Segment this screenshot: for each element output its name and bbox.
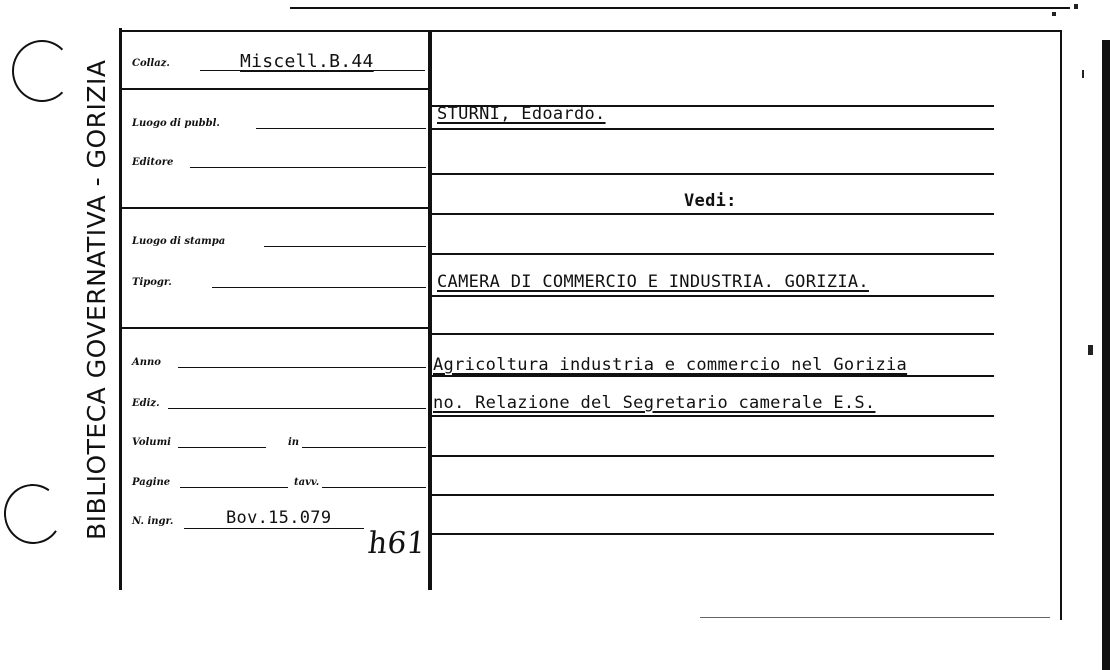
label-tavole: tavv. <box>294 477 320 488</box>
library-name-vertical: BIBLIOTECA GOVERNATIVA - GORIZIA <box>82 59 111 540</box>
fill-anno <box>178 367 426 368</box>
fill-pagine <box>180 487 288 488</box>
fill-luogo-stampa <box>264 246 426 247</box>
fill-tavole <box>322 487 426 488</box>
value-collocazione: Miscell.B.44 <box>240 51 374 72</box>
rule-tipografia-block <box>122 327 430 329</box>
label-anno: Anno <box>132 357 161 368</box>
entry-title-line1: Agricoltura industria e commercio nel Gorizia <box>433 355 908 375</box>
handwritten-note: h61 <box>366 526 428 561</box>
scan-mark <box>1074 4 1078 9</box>
rline-10 <box>432 455 994 457</box>
fill-volumi <box>178 447 266 448</box>
center-column-rule <box>428 32 432 590</box>
rline-8 <box>432 375 994 377</box>
bottom-dash <box>700 617 1050 618</box>
label-luogo-pubbl: Luogo di pubbl. <box>132 118 220 129</box>
top-border-left <box>122 30 1062 32</box>
label-pagine: Pagine <box>132 477 171 488</box>
top-border <box>290 7 1070 9</box>
rline-4 <box>432 213 994 215</box>
label-ediz: Ediz. <box>132 398 160 409</box>
label-n-ingr: N. ingr. <box>132 516 174 527</box>
rule-editore-block <box>122 207 430 209</box>
value-n-ingr: Bov.15.079 <box>226 508 332 528</box>
rline-2 <box>432 128 994 130</box>
scan-mark <box>1052 12 1056 16</box>
entry-title-line2: no. Relazione del Segretario camerale E.S. <box>433 393 876 413</box>
scan-mark <box>1082 70 1084 78</box>
rline-7 <box>432 333 994 335</box>
entry-see: Vedi: <box>684 191 737 211</box>
label-tipografia: Tipogr. <box>132 277 172 288</box>
label-editore: Editore <box>132 157 174 168</box>
fill-ediz <box>168 408 426 409</box>
rline-3 <box>432 173 994 175</box>
right-border <box>1060 30 1062 620</box>
entry-author: STURNI, Edoardo. <box>437 104 606 124</box>
fill-volumi-in <box>302 447 426 448</box>
rline-6 <box>432 295 994 297</box>
rline-12 <box>432 533 994 535</box>
rline-5 <box>432 253 994 255</box>
left-column-rule <box>119 28 122 590</box>
rline-9 <box>432 415 994 417</box>
rule-collocazione <box>122 88 430 90</box>
scan-edge <box>1102 40 1110 670</box>
entry-corporate: CAMERA DI COMMERCIO E INDUSTRIA. GORIZIA. <box>437 272 869 292</box>
label-volumi-in: in <box>288 437 300 448</box>
label-luogo-stampa: Luogo di stampa <box>132 236 226 247</box>
fill-luogo-pubbl <box>256 128 426 129</box>
label-volumi: Volumi <box>132 437 171 448</box>
punch-hole-top <box>12 40 72 102</box>
fill-tipografia <box>212 287 426 288</box>
fill-editore <box>190 167 426 168</box>
rline-11 <box>432 494 994 496</box>
punch-hole-bottom <box>0 479 67 548</box>
scan-mark <box>1088 345 1093 355</box>
fill-n-ingr <box>184 528 364 529</box>
label-collocazione: Collaz. <box>132 58 170 69</box>
